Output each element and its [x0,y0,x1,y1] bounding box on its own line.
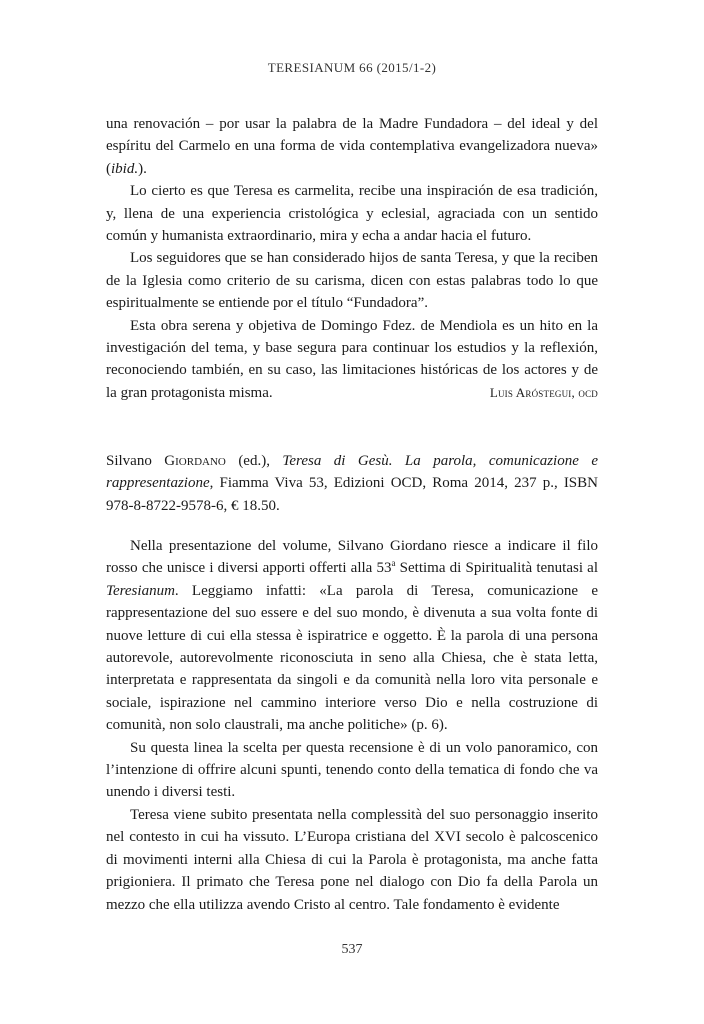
paragraph [106,535,598,737]
reviewer-signature: Luis Aróstegui, ocd [489,385,598,400]
paragraph: Los seguidores que se han considerado hijos de santa Teresa, y que la reciben de la Iglesia como criterio de su carisma, dicen con estas palabras todo lo que espiritualmente se entiende por el título “Fundadora”. [106,250,598,312]
paragraph: Esta obra serena y objetiva de Domingo Fdez. de Mendiola es un hito en la investigación del tema, y base segura para continuar los estudios y la reflexión, reconociendo también, en su caso, las limitaciones históricas de los actores y de la gran protagonista misma. [106,317,598,401]
paragraph [106,113,598,180]
text-span: Settima di Spiritualità tenutasi al [395,560,598,577]
italic-citation: ibid. [111,160,139,177]
paragraph: Su questa linea la scelta per questa recensione è di un volo panoramico, con l’intenzione di offrire alcuni spunti, tenendo conto della tematica di fondo che va unendo i diversi testi. [106,739,598,801]
bibliographic-entry [106,450,598,517]
editor-note: (ed.), [225,453,283,469]
text-span: ). [138,160,147,177]
author-last-name: Giordano [164,453,226,469]
review-body-2 [106,535,598,916]
italic-title: Teresianum [106,582,175,599]
paragraph: Lo cierto es que Teresa es carmelita, recibe una inspiración de esa tradición, y, llena de una experiencia cristológica y eclesial, agraciada con un sentido común y humanista extraordinario, mira y echa a andar hacia el futuro. [106,183,598,245]
text-span: . Leggiamo infatti: «La parola di Teresa, comunicazione e rappresentazione del suo essere e del suo mondo, è divenuta a sua volta fonte di nuove letture di cui ella stessa è ispiratrice e oggetto. È la parola di una persona autorevole, autorevolmente riconosciuta in seno alla Chiesa, che è stata letta, interpretata e rappresentata da singoli e da comunità nella loro vita personale e sociale, ispirazione nel cammino interiore verso Dio e nella costruzione di comunità, non solo claustrali, ma anche politiche» (p. 6). [106,582,598,734]
review-body-1 [106,113,598,404]
publication-details: , Fiamma Viva 53, Edizioni OCD, Roma 2014, 237 p., ISBN 978-8-8722-9578-6, € 18.50. [106,475,598,514]
running-head: TERESIANUM 66 (2015/1-2) [267,60,437,75]
paragraph: Teresa viene subito presentata nella complessità del suo personaggio inserito nel contesto in cui ha vissuto. L’Europa cristiana del XVI secolo è palcoscenico di movimenti interni alla Chiesa di cui la Parola è protagonista, ma anche fatta prigioniera. Il primato che Teresa pone nel dialogo con Dio fa della Parola un mezzo che ella utilizza avendo Cristo al centro. Tale fondamento è evidente [106,806,598,913]
book-title: Teresa di Gesù. La parola, comunicazione e rappresentazione [106,453,598,492]
superscript: a [391,558,396,569]
text-span: Nella presentazione del volume, Silvano Giordano riesce a indicare il filo rosso che unisce i diversi apporti offerti alla 53 [106,538,598,577]
page-number: 537 [341,942,363,957]
author-first-name: Silvano [106,453,165,469]
text-span: una renovación – por usar la palabra de la Madre Fundadora – del ideal y del espíritu del Carmelo en una forma de vida contemplativa evangelizadora nueva» ( [106,116,598,177]
